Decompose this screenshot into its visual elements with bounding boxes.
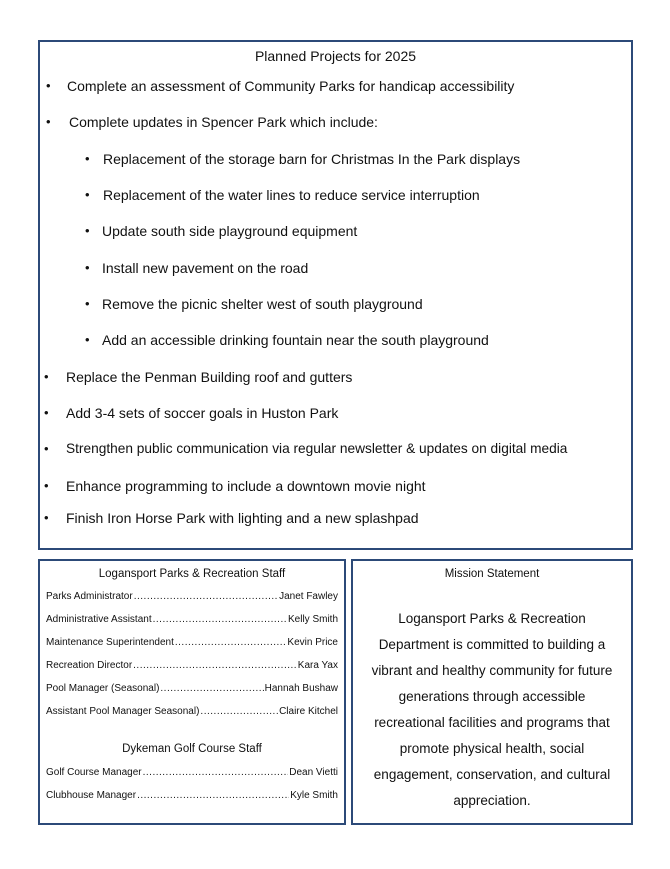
bullet-icon: • — [46, 114, 51, 129]
bullet-icon: • — [85, 187, 90, 202]
bullet-icon: • — [44, 478, 49, 493]
bullet-icon: • — [85, 223, 90, 238]
staff-row: Administrative Assistant ..... Kelly Smith — [46, 614, 338, 629]
staff-row: Pool Manager (Seasonal) ..... Hannah Bushaw — [46, 683, 338, 698]
staff-row: Golf Course Manager ..... Dean Vietti — [46, 767, 338, 782]
staff-row: Parks Administrator ..... Janet Fawley — [46, 591, 338, 606]
staff-row: Clubhouse Manager ..... Kyle Smith — [46, 790, 338, 805]
golf-staff-title: Dykeman Golf Course Staff — [122, 743, 262, 755]
parks-staff-title: Logansport Parks & Recreation Staff — [98, 568, 286, 580]
staff-panel — [38, 559, 346, 825]
bullet-icon: • — [44, 369, 49, 384]
bullet-icon: • — [46, 78, 51, 93]
mission-title: Mission Statement — [444, 568, 540, 580]
bullet-icon: • — [85, 332, 90, 347]
staff-row: Maintenance Superintendent ..... Kevin Price — [46, 637, 338, 652]
bullet-icon: • — [44, 441, 49, 456]
bullet-icon: • — [44, 510, 49, 525]
mission-panel — [351, 559, 633, 825]
staff-row: Recreation Director ..... Kara Yax — [46, 660, 338, 675]
bullet-icon: • — [85, 260, 90, 275]
mission-text: Logansport Parks & Recreation Department is committed to building a vibrant and healthy community for future generations through accessible recreational facilities and programs that promote physical health, social engagement, conservation, and cultural appreciation. — [371, 611, 613, 808]
projects-title: Planned Projects for 2025 — [254, 48, 417, 64]
bullet-icon: • — [44, 405, 49, 420]
staff-row: Assistant Pool Manager Seasonal) ..... Claire Kitchel — [46, 706, 338, 721]
bullet-icon: • — [85, 151, 90, 166]
bullet-icon: • — [85, 296, 90, 311]
planned-projects-panel: Planned Projects for 2025 • Complete an assessment of Community Parks for handicap accessibility • Complete updates in Spencer Park which include: • Replacement of the storage barn for Christmas In the Park displays • Replacement of the water lines to reduce service interruption • Update south side playground equipment • Install new pavement on the road • Remove the picnic shelter west of south playground • Add an accessible drinking fountain near the south playground • Replace the Penman Building roof and gutters • Add 3-4 sets of soccer goals in Huston Park • Strengthen public communication via regular newsletter & updates on digital media • Enhance programming to include a downtown movie night • Finish Iron Horse Park with lighting and a new splashpad — [38, 40, 633, 550]
